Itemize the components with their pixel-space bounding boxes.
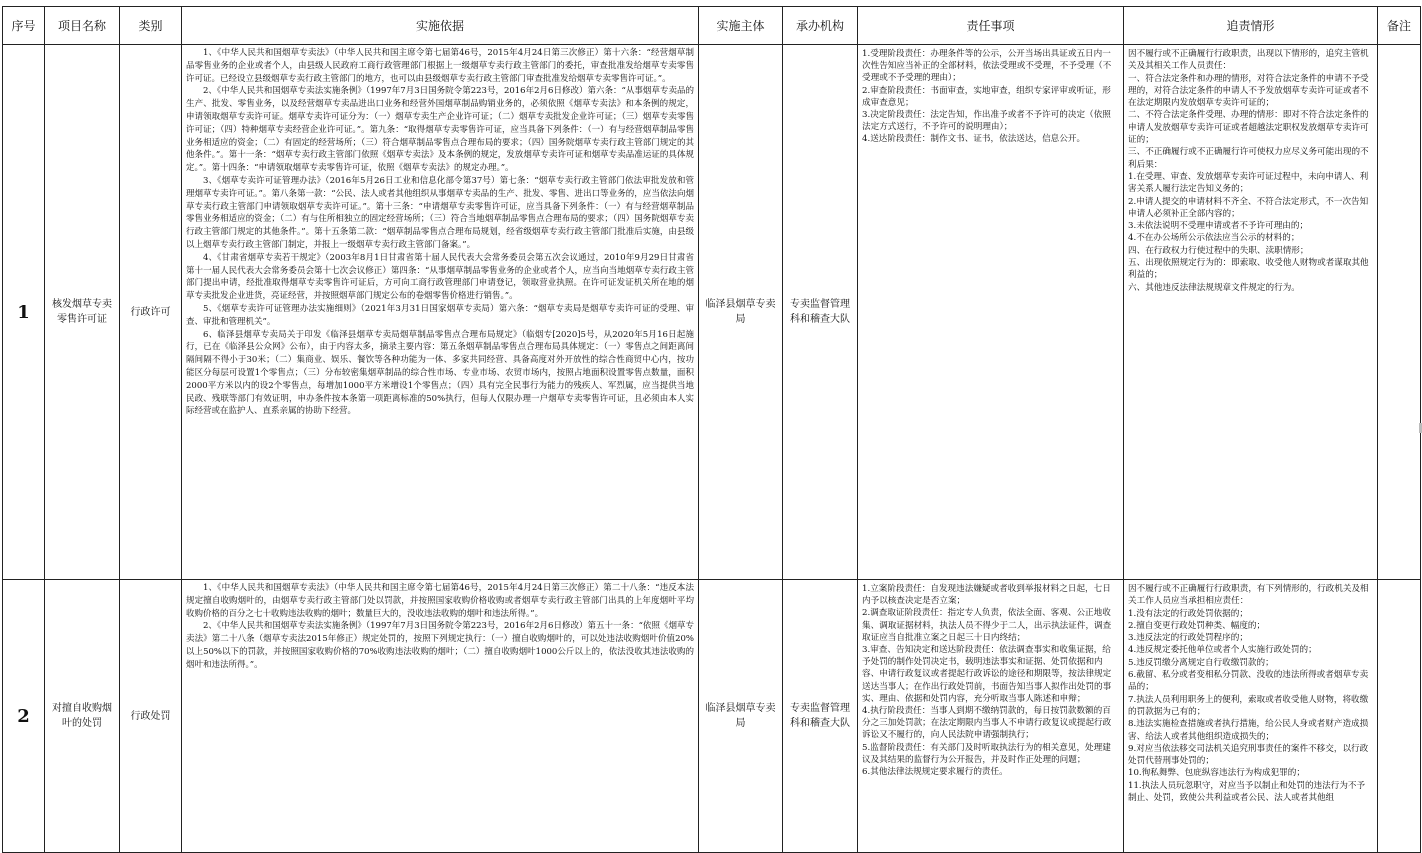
basis-paragraph: 6、临泽县烟草专卖局关于印发《临泽县烟草专卖局烟草制品零售点合理布局规定》（临烟专[2020]5号，从2020年5月16日起施行，已在《临泽县公众网》公布），由于内容太多，摘录主要内容：第五条烟草制品零售点合理布局具体规定：（一）零售点之间距离间隔间隔不得小于30米；（二）集商业、娱乐、餐饮等各种功能为一体、多家共同经营、具备高度对外开放性的综合性商贸中心内，按功能区分每层可设置1个零售点；（三）分布较密集烟草制品的综合性市场、专业市场、农贸市场内，按照占地面积设置零售点数量，面积2000平方米以内的设2个零售点，每增加1000平方米增设1个零售点；（四）具有完全民事行为能力的残疾人、军烈属，应当提供当地民政、残联等部门有效证明，申办条件按本条第一项距离标准的50%执行，但每人仅限办理一户烟草专卖零售许可证，且必须由本人实际经营或在监护人、直系亲属的协助下经营。 bbox=[186, 329, 694, 417]
project-name: 对擅自收购烟叶的处罚 bbox=[45, 580, 120, 853]
accountability-cell bbox=[1124, 580, 1378, 853]
header-subject: 实施主体 bbox=[699, 7, 783, 45]
header-remarks: 备注 bbox=[1378, 7, 1421, 45]
accountability-item: 5.违反罚缴分离规定自行收缴罚款的； bbox=[1128, 657, 1274, 668]
duty-item: 6.其他法律法规规定要求履行的责任。 bbox=[862, 767, 1008, 778]
duty-item: 3.审查、告知决定和送达阶段责任：依法调查事实和收集证据，给予处罚的制作处罚决定书，载明违法事实和证据、处罚依据和内容、申请行政复议或者提起行政诉讼的途径和期限等，按法律规定送达当事人；在作出行政处罚前，书面告知当事人拟作出处罚的事实、理由、依据和处罚内容，充分听取当事人陈述和申辩； bbox=[862, 645, 1112, 704]
duty-item: 1.立案阶段责任：自发现违法嫌疑或者收到举报材料之日起，七日内予以核查决定是否立案； bbox=[862, 584, 1111, 607]
basis-cell bbox=[182, 580, 699, 853]
duties-cell bbox=[858, 580, 1124, 853]
duty-item: 4.执行阶段责任：当事人到期不缴纳罚款的，每日按罚款数额的百分之三加处罚款；在法定期限内当事人不申请行政复议或提起行政诉讼又不履行的，向人民法院申请强制执行； bbox=[862, 706, 1112, 741]
accountability-item: 3.违反法定的行政处罚程序的； bbox=[1128, 633, 1248, 644]
duty-item: 1.受理阶段责任：办理条件等的公示，公开当场出具证或五日内一次性告知应当补正的全部材料，依法受理或不受理，不予受理（不受理或不予受理的理由）； bbox=[862, 49, 1112, 84]
accountability-item: 4.违反规定委托他单位或者个人实施行政处罚的； bbox=[1128, 645, 1317, 656]
accountability-item: 四、在行政权力行使过程中的失职、渎职情形； bbox=[1128, 245, 1309, 256]
accountability-item: 五、出现依照规定行为的：即索取、收受他人财物或者谋取其他利益的； bbox=[1128, 258, 1369, 281]
remarks-cell bbox=[1378, 580, 1421, 853]
basis-paragraph: 2、《中华人民共和国烟草专卖法实施条例》（1997年7月3日国务院令第223号，2016年2月6日修改）第五十一条：“依照《烟草专卖法》第二十八条（烟草专卖法2015年修正）规定处罚的，按照下列规定执行：（一）擅自收购烟叶的，可以处违法收购烟叶价值20%以上50%以下的罚款，并按照国家收购价格的70%收购违法收购的烟叶；（二）擅自收购烟叶1000公斤以上的，依法没收其违法收购的烟叶和违法所得。”。 bbox=[186, 621, 694, 670]
remarks-cell bbox=[1378, 45, 1421, 580]
table-row bbox=[3, 580, 1421, 853]
accountability-item: 三、不正确履行或不正确履行许可使权力应尽义务可能出现的不利后果： bbox=[1128, 147, 1369, 170]
basis-paragraph: 1、《中华人民共和国烟草专卖法》（中华人民共和国主席令第七届第46号，2015年4月24日第三次修正）第二十八条：“违反本法规定擅自收购烟叶的，由烟草专卖行政主管部门处以罚款，并按照国家收购价格收购或者烟草专卖行政主管部门出具的上年度烟叶平均收购价格的百分之七十收购违法收购的烟叶；数量巨大的，没收违法收购的烟叶和违法所得。”。 bbox=[186, 583, 694, 619]
handling-org: 专卖监督管理科和稽查大队 bbox=[783, 45, 858, 580]
accountability-item: 7.执法人员利用职务上的便利，索取或者收受他人财物，将收缴的罚款据为己有的； bbox=[1128, 694, 1369, 717]
accountability-item: 11.执法人员玩忽职守，对应当予以制止和处罚的违法行为不予制止、处罚，致使公共利益或者公民、法人或者其他组 bbox=[1128, 780, 1366, 804]
accountability-item: 4.不在办公场所公示依法应当公示的材料的； bbox=[1128, 233, 1300, 244]
basis-paragraph: 3、《烟草专卖许可证管理办法》（2016年5月26日工业和信息化部令第37号）第七条：“烟草专卖行政主管部门依法审批发放和管理烟草专卖许可证。”。第八条第一款：“公民、法人或者其他组织从事烟草专卖品的生产、批发、零售、进出口等业务的，应当依法向烟草专卖行政主管部门申请领取烟草专卖许可证。”。第十三条：“申请烟草专卖零售许可证，应当具备下列条件：（一）有与经营烟草制品零售业务相适应的资金；（二）有与住所相独立的固定经营场所；（三）符合当地烟草制品零售点合理布局的要求；（四）国务院烟草专卖行政主管部门规定的其他条件。”。第十五条第二款：“烟草制品零售点合理布局规划，经省级烟草专卖行政主管部门批准后实施，由县级以上烟草专卖行政主管部门制定，并报上一级烟草专卖行政主管部门备案。”。 bbox=[186, 175, 694, 250]
accountability-item: 1.没有法定的行政处罚依据的； bbox=[1128, 608, 1248, 619]
header-row bbox=[3, 7, 1421, 45]
duty-item: 4.送达阶段责任：制作文书、证书，依法送达，信息公开。 bbox=[862, 134, 1086, 145]
accountability-item: 9.对应当依法移交司法机关追究刑事责任的案件不移交，以行政处罚代替刑事处罚的； bbox=[1128, 743, 1369, 767]
duties-cell bbox=[858, 45, 1124, 580]
duty-item: 5.监督阶段责任：有关部门及时听取执法行为的相关意见，处理建议及其结果的监督行为公开报告，并及时作正处理的问题； bbox=[862, 742, 1111, 765]
header-org: 承办机构 bbox=[783, 7, 858, 45]
accountability-item: 8.违法实施检查措施或者执行措施，给公民人身或者财产造成损害、给法人或者其他组织造成损失的； bbox=[1128, 719, 1369, 742]
basis-paragraph: 5、《烟草专卖许可证管理办法实施细则》（2021年3月31日国家烟草专卖局）第六条：“烟草专卖局是烟草专卖许可证的受理、审查、审批和管理机关”。 bbox=[186, 303, 694, 327]
header-duties: 责任事项 bbox=[858, 7, 1124, 45]
duty-item: 2.审查阶段责任：书面审查，实地审查，组织专家评审或听证，形成审查意见； bbox=[862, 85, 1111, 108]
basis-paragraph: 1、《中华人民共和国烟草专卖法》（中华人民共和国主席令第七届第46号，2015年4月24日第三次修正）第十六条：“经营烟草制品零售业务的企业或者个人，由县级人民政府工商行政管理部门根据上一级烟草专卖行政主管部门的委托，审查批准发给烟草专卖零售许可证。已经设立县级烟草专卖行政主管部门的地方，也可以由县级烟草专卖行政主管部门审查批准发给烟草专卖零售许可证。”。 bbox=[186, 48, 694, 84]
project-name: 核发烟草专卖零售许可证 bbox=[45, 45, 120, 580]
header-no: 序号 bbox=[3, 7, 45, 45]
category: 行政许可 bbox=[120, 45, 182, 580]
header-project-name: 项目名称 bbox=[45, 7, 120, 45]
accountability-item: 2.申请人提交的申请材料不齐全、不符合法定形式，不一次告知申请人必须补正全部内容的； bbox=[1128, 196, 1369, 219]
category: 行政处罚 bbox=[120, 580, 182, 853]
accountability-item: 因不履行或不正确履行行政职责，出现以下情形的，追究主管机关及其相关工作人员责任： bbox=[1128, 49, 1369, 72]
accountability-item: 1.在受理、审查、发放烟草专卖许可证过程中，未向申请人、利害关系人履行法定告知义务的； bbox=[1128, 171, 1369, 195]
header-category: 类别 bbox=[120, 7, 182, 45]
handling-org: 专卖监督管理科和稽查大队 bbox=[783, 580, 858, 853]
accountability-cell bbox=[1124, 45, 1378, 580]
implementing-subject: 临泽县烟草专卖局 bbox=[699, 580, 783, 853]
accountability-item: 因不履行或不正确履行行政职责，有下列情形的，行政机关及相关工作人员应当承担相应责任： bbox=[1128, 584, 1369, 607]
implementing-subject: 临泽县烟草专卖局 bbox=[699, 45, 783, 580]
header-accountability: 追责情形 bbox=[1124, 7, 1378, 45]
row-number: 1 bbox=[3, 45, 45, 580]
accountability-item: 6.截留、私分或者变相私分罚款、没收的违法所得或者烟草专卖品的； bbox=[1128, 670, 1369, 693]
accountability-item: 二、不符合法定条件受理、办理的情形：即对不符合法定条件的申请人发放烟草专卖许可证或者超越法定职权发放烟草专卖许可证的； bbox=[1128, 110, 1369, 146]
row-number: 2 bbox=[3, 580, 45, 853]
accountability-item: 六、其他违反法律法规规章文件规定的行为。 bbox=[1128, 282, 1300, 293]
basis-paragraph: 2、《中华人民共和国烟草专卖法实施条例》（1997年7月3日国务院令第223号，2016年2月6日修改）第六条：“从事烟草专卖品的生产、批发、零售业务，以及经营烟草专卖品进出口业务和经营外国烟草制品购销业务的，必须依照《烟草专卖法》和本条例的规定，申请领取烟草专卖许可证。烟草专卖许可证分为：（一）烟草专卖生产企业许可证；（二）烟草专卖批发企业许可证；（三）烟草专卖零售许可证；（四）特种烟草专卖经营企业许可证。”。第九条：“取得烟草专卖零售许可证，应当具备下列条件：（一）有与经营烟草制品零售业务相适应的资金；（二）有固定的经营场所；（三）符合烟草制品零售点合理布局的要求；（四）国务院烟草专卖行政主管部门规定的其他条件。”。第十一条：“烟草专卖行政主管部门依照《烟草专卖法》及本条例的规定，发放烟草专卖许可证和烟草专卖品准运证的具体规定。”。第十四条：“申请领取烟草专卖零售许可证，依照《烟草专卖法》的规定办理。”。 bbox=[186, 86, 694, 174]
basis-paragraph: 4、《甘肃省烟草专卖若干规定》（2003年8月1日甘肃省第十届人民代表大会常务委员会第五次会议通过，2010年9月29日甘肃省第十一届人民代表大会常务委员会第十七次会议修正）第四条：“从事烟草制品零售业务的企业或者个人，应当向当地烟草专卖行政主管部门提出申请，经批准取得烟草专卖零售许可证后，方可向工商行政管理部门申请登记，领取营业执照。在许可证发证机关所在地的烟草专卖批发企业进货，亮证经营，并按照烟草部门规定公布的卷烟零售价格进行销售。”。 bbox=[186, 252, 694, 302]
accountability-item: 10.徇私舞弊、包庇纵容违法行为构成犯罪的； bbox=[1128, 768, 1305, 779]
accountability-item: 2.擅自变更行政处罚种类、幅度的； bbox=[1128, 620, 1266, 631]
header-basis: 实施依据 bbox=[182, 7, 699, 45]
accountability-item: 3.未依法说明不受理申请或者不予许可理由的； bbox=[1128, 221, 1309, 232]
accountability-item: 一、符合法定条件和办理的情形，对符合法定条件的申请不予受理的，对符合法定条件的申请人不予发放烟草专卖许可证或者不在法定期限内发放烟草专卖许可证的； bbox=[1128, 73, 1369, 109]
basis-cell bbox=[182, 45, 699, 580]
duty-item: 3.决定阶段责任：法定告知，作出准予或者不予许可的决定（依照法定方式送行，不予许可的说明理由）； bbox=[862, 110, 1111, 133]
table-row bbox=[3, 45, 1421, 580]
duty-item: 2.调查取证阶段责任：指定专人负责，依法全面、客观、公正地收集、调取证据材料，执法人员不得少于二人，出示执法证件，调查取证应当自批准立案之日起三十日内终结； bbox=[862, 608, 1112, 643]
responsibility-table bbox=[2, 6, 1421, 853]
